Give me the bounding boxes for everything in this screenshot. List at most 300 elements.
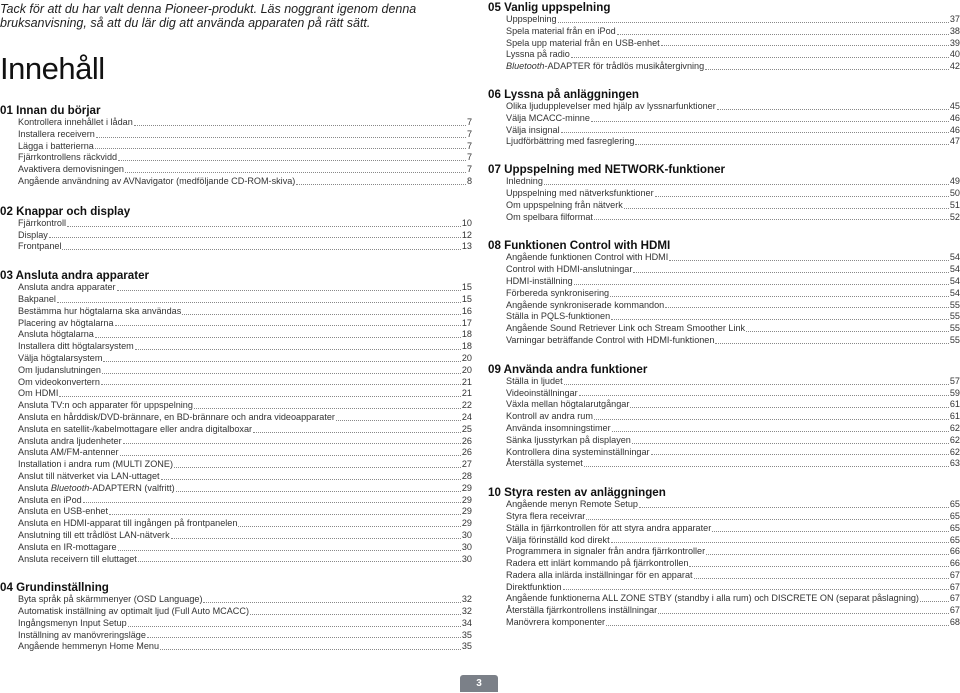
toc-entry-page: 62 [949, 434, 960, 445]
dot-leader [630, 407, 949, 408]
toc-entry-page: 55 [949, 323, 960, 334]
toc-entry[interactable] [18, 447, 472, 459]
dot-leader [171, 538, 461, 539]
dot-leader [651, 454, 949, 455]
dot-leader [665, 307, 949, 308]
toc-entry[interactable] [506, 582, 960, 594]
dot-leader [117, 290, 461, 291]
section-heading: 06 Lyssna på anläggningen [488, 87, 639, 101]
toc-entry[interactable] [18, 329, 472, 341]
toc-entry-label: Programmera in signaler från andra fjärrkontroller [506, 546, 706, 557]
dot-leader [706, 554, 949, 555]
toc-entry-page: 54 [949, 252, 960, 263]
dot-leader [147, 637, 461, 638]
dot-leader [134, 125, 466, 126]
toc-entry-page: 67 [949, 581, 960, 592]
toc-entry-page: 62 [949, 422, 960, 433]
toc-entry-label: Bluetooth-ADAPTER för trådlös musikåtergivning [506, 61, 705, 72]
toc-entry[interactable] [506, 511, 960, 523]
toc-entry-page: 66 [949, 546, 960, 557]
dot-leader [59, 396, 460, 397]
toc-entry[interactable] [506, 558, 960, 570]
toc-entry[interactable] [18, 554, 472, 566]
toc-entry[interactable] [18, 483, 472, 495]
toc-entry-page: 42 [949, 61, 960, 72]
toc-entry[interactable] [18, 318, 472, 330]
toc-entry-label: Angående funktionerna ALL ZONE STBY (standby i alla rum) och DISCRETE ON (separat påslagning) [506, 593, 919, 604]
toc-entry-page: 7 [466, 140, 472, 151]
toc-entry-label: Välja insignal [506, 124, 560, 135]
toc-entry-page: 26 [461, 435, 472, 446]
toc-entry-page: 21 [461, 376, 472, 387]
section-heading: 01 Innan du börjar [0, 104, 101, 117]
toc-entry-label: Automatisk inställning av optimalt ljud (Full Auto MCACC) [18, 606, 249, 617]
dot-leader [610, 296, 949, 297]
toc-entry-label: Display [18, 229, 48, 240]
toc-entry[interactable] [18, 282, 472, 294]
toc-entry-label: Installera receivern [18, 128, 95, 139]
dot-leader [336, 420, 461, 421]
dot-leader [715, 343, 948, 344]
toc-entry-page: 35 [461, 629, 472, 640]
toc-entry-label: Bestämma hur högtalarna ska användas [18, 305, 182, 316]
dot-leader [633, 272, 949, 273]
toc-entry-page: 30 [461, 529, 472, 540]
toc-entry-page: 34 [461, 617, 472, 628]
toc-section-10 [488, 486, 960, 629]
toc-entry[interactable] [506, 546, 960, 558]
toc-section-08 [488, 239, 960, 346]
toc-entry[interactable] [18, 365, 472, 377]
dot-leader [594, 219, 949, 220]
toc-entry-page: 35 [461, 641, 472, 652]
toc-entry[interactable] [18, 530, 472, 542]
section-heading: 04 Grundinställning [0, 581, 109, 595]
toc-entry[interactable] [506, 447, 960, 459]
toc-entry-page: 55 [949, 299, 960, 310]
toc-entry[interactable] [506, 38, 960, 50]
toc-entry-page: 65 [949, 510, 960, 521]
toc-entry-page: 32 [461, 606, 472, 617]
toc-entry-label: Styra flera receivrar [506, 510, 586, 521]
dot-leader [95, 148, 466, 149]
toc-entry-page: 15 [461, 282, 472, 293]
dot-leader [611, 542, 949, 543]
toc-entry-label: Ansluta högtalarna [18, 329, 94, 340]
dot-leader [574, 284, 949, 285]
toc-entry-label: Inställning av manövreringsläge [18, 629, 146, 640]
dot-leader [563, 589, 949, 590]
toc-entry-page: 65 [949, 499, 960, 510]
dot-leader [661, 45, 949, 46]
toc-entry[interactable] [506, 535, 960, 547]
toc-entry-page: 7 [466, 117, 472, 127]
dot-leader [658, 613, 949, 614]
toc-entry-page: 29 [461, 494, 472, 505]
toc-entry-page: 29 [461, 482, 472, 493]
toc-entry[interactable] [18, 218, 472, 230]
toc-section-01 [0, 104, 472, 188]
section-heading: 08 Funktionen Control with HDMI [488, 239, 671, 253]
toc-entry-label: Installation i andra rum (MULTI ZONE) [18, 459, 173, 470]
toc-entry-page: 61 [949, 399, 960, 410]
toc-entry-page: 67 [949, 593, 960, 604]
dot-leader [632, 443, 949, 444]
toc-section-05 [488, 1, 960, 73]
toc-entry[interactable] [18, 306, 472, 318]
toc-entry-label: Om ljudanslutningen [18, 364, 101, 375]
toc-entry[interactable] [18, 506, 472, 518]
section-heading: 09 Använda andra funktioner [488, 362, 648, 376]
dot-leader [118, 550, 461, 551]
toc-entry-label: Radera alla inlärda inställningar för en apparat [506, 569, 693, 580]
toc-entry-label: Uppspelning med nätverksfunktioner [506, 187, 654, 198]
toc-entry[interactable] [18, 606, 472, 618]
toc-section-09 [488, 363, 960, 470]
toc-entry[interactable] [18, 141, 472, 153]
toc-entry[interactable] [18, 341, 472, 353]
toc-entry-page: 54 [949, 287, 960, 298]
toc-entry-page: 22 [461, 400, 472, 411]
toc-entry[interactable] [18, 241, 472, 253]
toc-entry-label: Spela upp material från en USB-enhet [506, 37, 660, 48]
toc-entry[interactable] [18, 152, 472, 164]
toc-entry-page: 16 [461, 305, 472, 316]
toc-entry[interactable] [506, 458, 960, 470]
toc-entry-page: 45 [949, 100, 960, 111]
dot-leader [182, 314, 461, 315]
dot-leader [558, 22, 949, 23]
dot-leader [174, 467, 461, 468]
toc-entry-label: Välja högtalarsystem [18, 352, 103, 363]
dot-leader [67, 226, 461, 227]
toc-entry-page: 37 [949, 14, 960, 24]
toc-entry-page: 25 [461, 423, 472, 434]
toc-entry[interactable] [18, 353, 472, 365]
dot-leader [253, 432, 461, 433]
dot-leader [176, 491, 461, 492]
dot-leader [62, 249, 460, 250]
toc-entry[interactable] [18, 424, 472, 436]
toc-entry[interactable] [18, 176, 472, 188]
toc-entry-page: 68 [949, 617, 960, 628]
toc-entry-page: 20 [461, 364, 472, 375]
toc-entry-label: Radera ett inlärt kommando på fjärrkontrollen [506, 558, 689, 569]
dot-leader [655, 196, 949, 197]
dot-leader [561, 132, 949, 133]
toc-entry-label: Ansluta en USB-enhet [18, 506, 108, 517]
dot-leader [612, 431, 949, 432]
toc-entry-label: Lyssna på radio [506, 49, 570, 60]
dot-leader [746, 331, 949, 332]
toc-entry-page: 67 [949, 569, 960, 580]
toc-entry[interactable] [506, 288, 960, 300]
toc-entry-page: 7 [466, 128, 472, 139]
toc-entry-label: Angående Sound Retriever Link och Stream Smoother Link [506, 323, 746, 334]
toc-entry[interactable] [506, 335, 960, 347]
dot-leader [591, 121, 949, 122]
toc-entry[interactable] [18, 495, 472, 507]
toc-entry[interactable] [506, 593, 960, 605]
dot-leader [138, 561, 461, 562]
section-heading: 10 Styra resten av anläggningen [488, 486, 666, 500]
toc-entry[interactable] [506, 113, 960, 125]
section-heading: 07 Uppspelning med NETWORK-funktioner [488, 163, 726, 177]
toc-entry-label: Varningar beträffande Control with HDMI-funktionen [506, 334, 715, 345]
toc-entry[interactable] [506, 125, 960, 137]
toc-entry-label: Ansluta Bluetooth-ADAPTERN (valfritt) [18, 482, 175, 493]
dot-leader [571, 57, 949, 58]
toc-entry-label: Ansluta en iPod [18, 494, 82, 505]
toc-entry-page: 49 [949, 176, 960, 187]
toc-entry[interactable] [506, 136, 960, 148]
toc-entry[interactable] [506, 411, 960, 423]
intro-text: Tack för att du har valt denna Pioneer-produkt. Läs noggrant igenom denna bruksanvisning, så att du lär dig att använda apparaten på rätt sätt. [0, 2, 417, 30]
toc-entry[interactable] [506, 264, 960, 276]
toc-entry-label: Ansluta en hårddisk/DVD-brännare, en BD-brännare och andra videoapparater [18, 411, 335, 422]
toc-entry[interactable] [18, 618, 472, 630]
toc-entry-page: 30 [461, 541, 472, 552]
toc-entry[interactable] [18, 412, 472, 424]
toc-entry-page: 51 [949, 199, 960, 210]
toc-entry-page: 15 [461, 293, 472, 304]
toc-entry-label: Angående menyn Remote Setup [506, 499, 638, 510]
toc-entry-label: Välja MCACC-minne [506, 112, 590, 123]
toc-entry[interactable] [506, 101, 960, 113]
toc-entry-label: Olika ljuduppleveIser med hjälp av lyssnarfunktioner [506, 100, 716, 111]
toc-entry-page: 46 [949, 124, 960, 135]
toc-entry[interactable] [506, 323, 960, 335]
toc-entry-page: 65 [949, 534, 960, 545]
toc-entry[interactable] [506, 176, 960, 188]
toc-entry-page: 29 [461, 518, 472, 529]
toc-entry-label: Ansluta andra ljudenheter [18, 435, 122, 446]
section-heading: 03 Ansluta andra apparater [0, 269, 150, 283]
toc-entry[interactable] [506, 200, 960, 212]
toc-entry-page: 8 [466, 175, 472, 186]
toc-entry[interactable] [506, 188, 960, 200]
dot-leader [611, 319, 949, 320]
toc-entry-label: Videoinställningar [506, 387, 578, 398]
dot-leader [95, 337, 461, 338]
toc-entry-label: Ljudförbättring med fasreglering [506, 136, 635, 147]
toc-entry-page: 62 [949, 446, 960, 457]
toc-entry-label: Ansluta TV:n och apparater för uppspelning [18, 400, 193, 411]
toc-entry[interactable] [18, 388, 472, 400]
dot-leader [102, 373, 461, 374]
toc-entry-label: Kontrollera innehållet i lådan [18, 117, 133, 127]
dot-leader [49, 237, 461, 238]
toc-entry[interactable] [506, 376, 960, 388]
toc-entry[interactable] [506, 61, 960, 73]
section-heading: 05 Vanlig uppspelning [488, 1, 611, 14]
toc-entry-label: Bakpanel [18, 293, 56, 304]
toc-entry-page: 46 [949, 112, 960, 123]
toc-entry-page: 24 [461, 411, 472, 422]
toc-entry-label: Kontrollera dina systeminställningar [506, 446, 650, 457]
toc-entry[interactable] [18, 471, 472, 483]
toc-section-07 [488, 163, 960, 223]
toc-entry[interactable] [506, 212, 960, 224]
dot-leader [635, 144, 948, 145]
toc-entry-label: Angående funktionen Control with HDMI [506, 252, 669, 263]
toc-entry-label: Direktfunktion [506, 581, 562, 592]
toc-entry[interactable] [18, 641, 472, 653]
toc-entry-page: 18 [461, 329, 472, 340]
dot-leader [594, 419, 949, 420]
toc-entry[interactable] [18, 630, 472, 642]
toc-entry-page: 38 [949, 25, 960, 36]
toc-entry[interactable] [506, 523, 960, 535]
toc-entry[interactable] [18, 129, 472, 141]
toc-entry[interactable] [18, 117, 472, 129]
toc-entry-label: Kontroll av andra rum [506, 411, 593, 422]
section-heading: 02 Knappar och display [0, 204, 131, 218]
toc-entry-page: 7 [466, 164, 472, 175]
toc-entry[interactable] [506, 617, 960, 629]
toc-entry[interactable] [506, 399, 960, 411]
toc-section-06 [488, 88, 960, 148]
page-number-tab: 3 [460, 675, 498, 692]
toc-entry-label: Frontpanel [18, 241, 62, 252]
toc-entry-label: Om HDMI [18, 388, 59, 399]
toc-left-column [0, 0, 472, 653]
toc-entry[interactable] [18, 542, 472, 554]
toc-entry-page: 66 [949, 558, 960, 569]
dot-leader [606, 625, 949, 626]
dot-leader [705, 69, 949, 70]
dot-leader [624, 208, 949, 209]
dot-leader [118, 160, 466, 161]
dot-leader [161, 479, 461, 480]
dot-leader [101, 384, 461, 385]
dot-leader [617, 34, 949, 35]
dot-leader [135, 349, 461, 350]
toc-entry[interactable] [18, 400, 472, 412]
toc-entry-page: 65 [949, 522, 960, 533]
toc-entry-page: 55 [949, 334, 960, 345]
toc-entry-label: Anslut till nätverket via LAN-uttaget [18, 470, 160, 481]
toc-entry-label: Om uppspelning från nätverk [506, 199, 623, 210]
dot-leader [83, 502, 461, 503]
toc-entry-label: Återställa systemet [506, 458, 583, 469]
toc-entry-page: 27 [461, 459, 472, 470]
dot-leader [296, 184, 466, 185]
toc-entry[interactable] [506, 300, 960, 312]
toc-entry-page: 59 [949, 387, 960, 398]
dot-leader [203, 602, 460, 603]
toc-entry-page: 20 [461, 352, 472, 363]
dot-leader [109, 514, 461, 515]
toc-entry-label: Välja förinställd kod direkt [506, 534, 610, 545]
toc-entry[interactable] [506, 423, 960, 435]
toc-entry[interactable] [18, 518, 472, 530]
toc-entry-page: 67 [949, 605, 960, 616]
toc-entry[interactable] [506, 311, 960, 323]
toc-entry[interactable] [506, 388, 960, 400]
toc-entry[interactable] [506, 14, 960, 26]
toc-entry[interactable] [506, 435, 960, 447]
toc-entry-label: Ansluta AM/FM-antenner [18, 447, 119, 458]
dot-leader [250, 614, 461, 615]
toc-entry[interactable] [506, 276, 960, 288]
toc-entry-page: 54 [949, 275, 960, 286]
toc-entry-label: Fjärrkontroll [18, 217, 67, 228]
toc-entry[interactable] [18, 594, 472, 606]
toc-entry-page: 47 [949, 136, 960, 147]
dot-leader [920, 601, 949, 602]
toc-entry[interactable] [506, 570, 960, 582]
page-title: Innehåll [0, 51, 105, 86]
dot-leader [639, 507, 949, 508]
dot-leader [717, 109, 949, 110]
toc-entry[interactable] [506, 26, 960, 38]
toc-entry-page: 26 [461, 447, 472, 458]
dot-leader [544, 184, 949, 185]
toc-entry-label: Återställa fjärrkontrollens inställningar [506, 605, 658, 616]
toc-entry-page: 21 [461, 388, 472, 399]
dot-leader [694, 578, 949, 579]
dot-leader [103, 361, 460, 362]
toc-entry-page: 63 [949, 458, 960, 469]
toc-entry-label: Fjärrkontrollens räckvidd [18, 152, 118, 163]
toc-entry[interactable] [18, 164, 472, 176]
toc-entry-label: Anslutning till ett trådlöst LAN-nätverk [18, 529, 170, 540]
toc-entry-label: Inledning [506, 176, 543, 187]
toc-entry-label: Spela material från en iPod [506, 25, 616, 36]
dot-leader [115, 325, 461, 326]
toc-entry-label: Uppspelning [506, 14, 557, 24]
dot-leader [238, 526, 460, 527]
toc-entry[interactable] [506, 49, 960, 61]
toc-entry[interactable] [506, 252, 960, 264]
toc-entry[interactable] [18, 377, 472, 389]
toc-entry-label: Installera ditt högtalarsystem [18, 341, 134, 352]
toc-entry-page: 54 [949, 264, 960, 275]
toc-entry-label: Angående hemmenyn Home Menu [18, 641, 160, 652]
dot-leader [669, 260, 949, 261]
toc-entry-label: Förbereda synkronisering [506, 287, 610, 298]
toc-entry-page: 10 [461, 217, 472, 228]
toc-entry[interactable] [506, 605, 960, 617]
toc-entry-page: 12 [461, 229, 472, 240]
dot-leader [712, 531, 949, 532]
toc-entry-page: 39 [949, 37, 960, 48]
toc-entry-page: 28 [461, 470, 472, 481]
toc-entry-label: Ställa in ljudet [506, 375, 563, 386]
toc-entry-label: Ställa in PQLS-funktionen [506, 311, 611, 322]
dot-leader [125, 172, 466, 173]
toc-entry-page: 13 [461, 241, 472, 252]
dot-leader [160, 649, 461, 650]
toc-entry[interactable] [18, 294, 472, 306]
toc-entry[interactable] [506, 499, 960, 511]
toc-entry-label: Ansluta en IR-mottagare [18, 541, 117, 552]
toc-entry[interactable] [18, 459, 472, 471]
toc-entry-label: Ansluta en HDMI-apparat till ingången på frontpanelen [18, 518, 238, 529]
toc-entry-label: Om spelbara filformat [506, 211, 593, 222]
toc-entry-label: Placering av högtalarna [18, 317, 114, 328]
toc-entry[interactable] [18, 230, 472, 242]
toc-entry-page: 61 [949, 411, 960, 422]
toc-entry-label: Manövrera komponenter [506, 617, 606, 628]
toc-entry-page: 29 [461, 506, 472, 517]
dot-leader [689, 566, 948, 567]
toc-entry-label: Ansluta en satellit-/kabelmottagare eller andra digitalboxar [18, 423, 253, 434]
toc-entry-label: Använda insomningstimer [506, 422, 611, 433]
toc-entry-page: 17 [461, 317, 472, 328]
toc-entry[interactable] [18, 436, 472, 448]
